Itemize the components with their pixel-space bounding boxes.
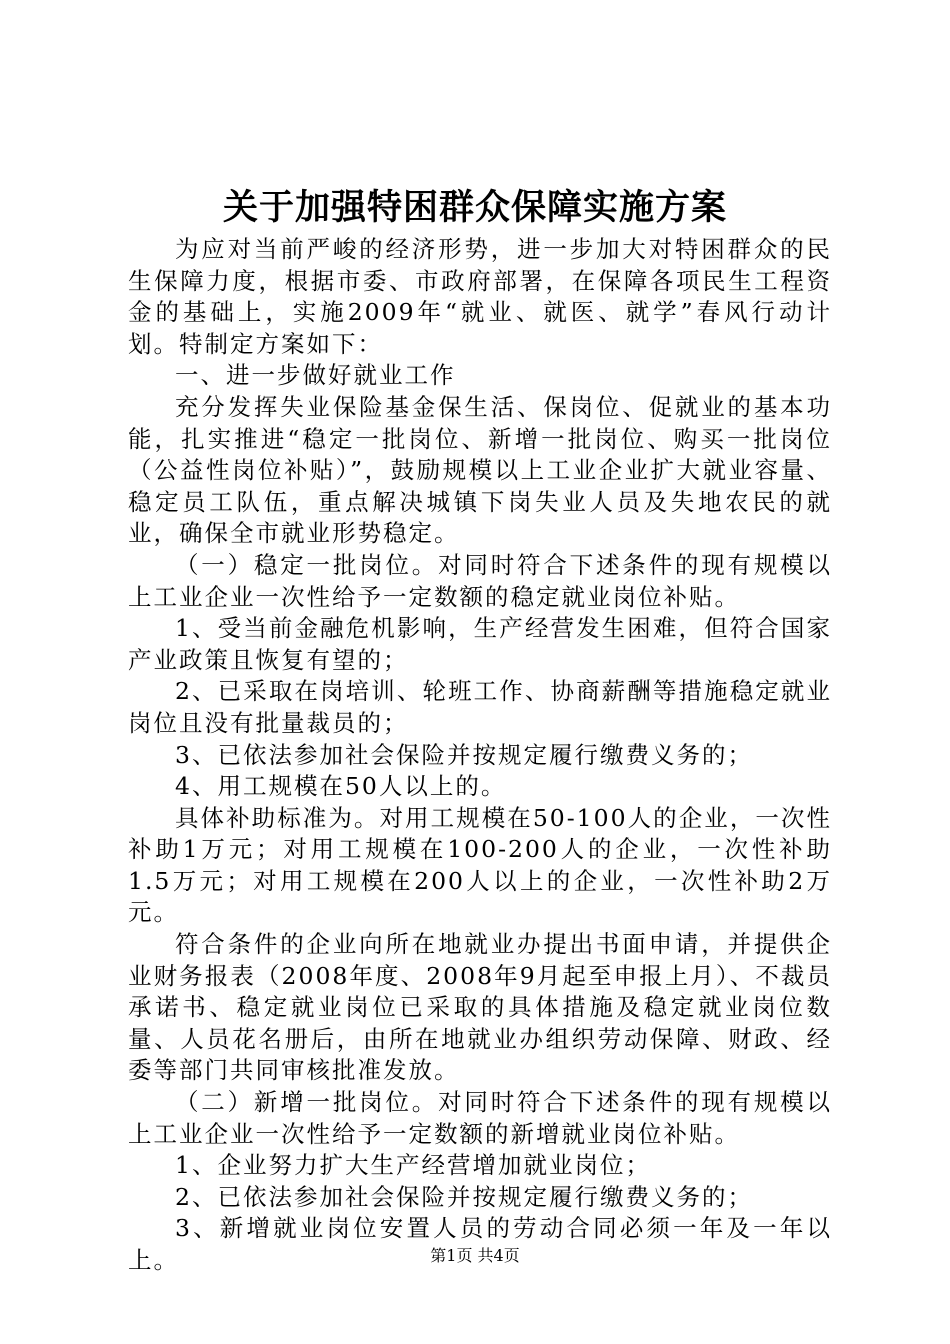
subsection-heading: （二）新增一批岗位。对同时符合下述条件的现有规模以上工业企业一次性给予一定数额的新增就业岗位补贴。 — [128, 1088, 832, 1148]
paragraph: 为应对当前严峻的经济形势，进一步加大对特困群众的民生保障力度，根据市委、市政府部署，在保障各项民生工程资金的基础上，实施2009年“就业、就医、就学”春风行动计划。特制定方案如下： — [128, 235, 832, 358]
list-item: 3、新增就业岗位安置人员的劳动合同必须一年及一年以上。 — [128, 1214, 832, 1274]
list-item: 1、企业努力扩大生产经营增加就业岗位； — [175, 1151, 651, 1180]
paragraph: 具体补助标准为。对用工规模在50-100人的企业，一次性补助1万元；对用工规模在100-200人的企业，一次性补助1.5万元；对用工规模在200人以上的企业，一次性补助2万元。 — [128, 803, 832, 927]
paragraph: 充分发挥失业保险基金保生活、保岗位、促就业的基本功能，扎实推进“稳定一批岗位、新增一批岗位、购买一批岗位（公益性岗位补贴）”，鼓励规模以上工业企业扩大就业容量、稳定员工队伍，重点解决城镇下岗失业人员及失地农民的就业，确保全市就业形势稳定。 — [128, 392, 832, 548]
list-item: 2、已依法参加社会保险并按规定履行缴费义务的； — [175, 1182, 753, 1211]
list-item: 3、已依法参加社会保险并按规定履行缴费义务的； — [175, 740, 753, 769]
list-item: 4、用工规模在50人以上的。 — [175, 772, 507, 801]
page-footer: 第1页 共4页 — [430, 1246, 520, 1265]
subsection-heading: （一）稳定一批岗位。对同时符合下述条件的现有规模以上工业企业一次性给予一定数额的稳定就业岗位补贴。 — [128, 550, 832, 611]
document-body — [128, 234, 832, 1277]
document-title: 关于加强特困群众保障实施方案 — [222, 187, 727, 228]
section-heading: 一、进一步做好就业工作 — [175, 361, 456, 390]
list-item: 1、受当前金融危机影响，生产经营发生困难，但符合国家产业政策且恢复有望的； — [128, 614, 832, 674]
list-item: 2、已采取在岗培训、轮班工作、协商薪酬等措施稳定就业岗位且没有批量裁员的； — [128, 677, 832, 737]
paragraph: 符合条件的企业向所在地就业办提出书面申请，并提供企业财务报表（2008年度、2008年9月起至申报上月）、不裁员承诺书、稳定就业岗位已采取的具体措施及稳定就业岗位数量、人员花名册后，由所在地就业办组织劳动保障、财政、经委等部门共同审核批准发放。 — [128, 930, 832, 1085]
